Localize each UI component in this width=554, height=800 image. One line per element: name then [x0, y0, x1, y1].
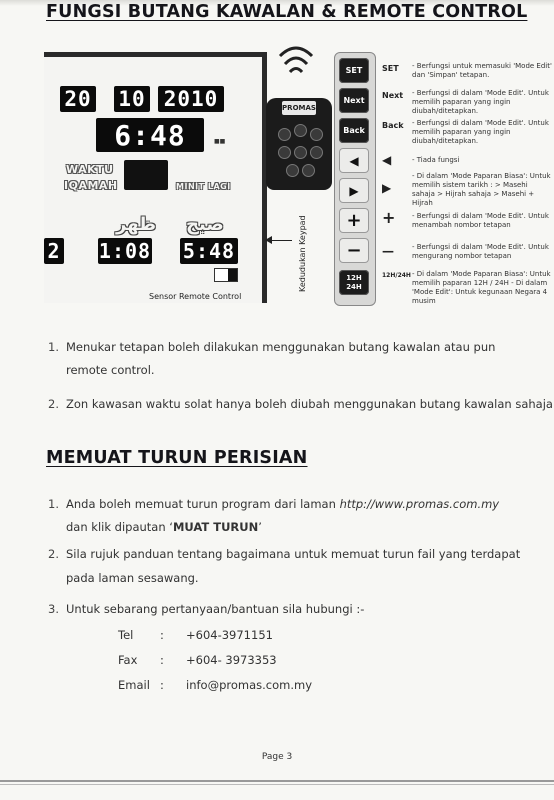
keypad-pointer-arrow-icon — [266, 240, 292, 241]
fax-value: +604- 3973353 — [186, 653, 277, 667]
list-number: 1. — [48, 497, 59, 511]
list-item-text — [66, 496, 499, 513]
zohor-arabic-label: ظهر — [116, 214, 157, 235]
date-year-display: 2010 — [158, 86, 224, 112]
clock-time-display: 6:48 — [96, 118, 204, 152]
remote-button — [278, 128, 291, 141]
remote-sensor — [214, 268, 238, 282]
12h-24h-button: 12H 24H — [339, 270, 369, 295]
sensor-label: Sensor Remote Control — [149, 292, 242, 301]
list-item-text — [66, 519, 262, 536]
next-description: - Berfungsi di dalam 'Mode Edit'. Untuk memilih paparan yang ingin diubah/ditetapkan. — [412, 89, 549, 115]
next-key-label: Next — [382, 91, 404, 100]
back-button: Back — [339, 118, 369, 143]
iqamah-label: IQAMAH — [64, 179, 118, 192]
plus-button: + — [339, 208, 369, 233]
section-heading-memuat: MEMUAT TURUN PERISIAN — [46, 448, 308, 468]
date-day-display: 20 — [60, 86, 96, 112]
remote-button — [294, 146, 307, 159]
section-heading-fungsi: FUNGSI BUTANG KAWALAN & REMOTE CONTROL — [46, 2, 528, 22]
remote-button — [278, 146, 291, 159]
minus-key-icon: — — [382, 244, 394, 258]
wireless-signal-icon — [276, 40, 316, 86]
remote-button — [310, 146, 323, 159]
remote-button — [294, 124, 307, 137]
clock-logo: ■■ — [214, 138, 226, 145]
list-item-text: Zon kawasan waktu solat hanya boleh diubah menggunakan butang kawalan sahaja — [66, 397, 553, 411]
download-intro-text: Anda boleh memuat turun program dari laman — [66, 497, 340, 511]
minus-button: − — [339, 238, 369, 263]
website-link[interactable]: http://www.promas.com.my — [339, 497, 500, 511]
email-label: Email — [118, 678, 150, 692]
set-description: - Berfungsi untuk memasuki 'Mode Edit' dan 'Simpan' tetapan. — [412, 62, 552, 79]
right-arrow-description: - Di dalam 'Mode Paparan Biasa': Untuk memilih sistem tarikh : > Masehi sahaja > Hijrah sahaja > Masehi + Hijrah — [412, 172, 551, 207]
plus-description: - Berfungsi di dalam 'Mode Edit'. Untuk menambah nombor tetapan — [412, 212, 549, 229]
right-arrow-key-icon: ▶ — [382, 181, 392, 195]
list-number: 1. — [48, 340, 59, 354]
subuh-time-display: 5:48 — [180, 238, 238, 264]
12h-24h-key-label: 12H/24H — [382, 272, 411, 279]
muat-turun-emphasis: MUAT TURUN — [172, 520, 259, 534]
bottom-divider — [0, 784, 554, 785]
subuh-arabic-label: صبح — [186, 214, 224, 235]
list-item-text: Sila rujuk panduan tentang bagaimana untuk memuat turun fail yang terdapat — [66, 547, 521, 561]
left-arrow-description: - Tiada fungsi — [412, 156, 460, 164]
colon: : — [160, 653, 164, 667]
tel-value: +604-3971151 — [186, 628, 273, 642]
list-item-text: Menukar tetapan boleh dilakukan menggunakan butang kawalan atau pun — [66, 340, 496, 354]
keypad-position-label: Kedudukan Keypad — [298, 215, 307, 292]
colon: : — [160, 678, 164, 692]
waktu-label: WAKTU — [66, 163, 114, 176]
click-text: dan klik dipautan ‘ — [66, 520, 173, 534]
list-number: 2. — [48, 397, 59, 411]
page-number: Page 3 — [261, 752, 293, 762]
minus-description: - Berfungsi di dalam 'Mode Edit'. Untuk mengurang nombor tetapan — [412, 243, 549, 260]
email-link[interactable]: info@promas.com.my — [186, 678, 313, 692]
date-month-display: 10 — [114, 86, 150, 112]
next-button: Next — [339, 88, 369, 113]
list-item-text: Untuk sebarang pertanyaan/bantuan sila hubungi :- — [66, 602, 365, 616]
plus-key-icon: + — [382, 208, 396, 227]
list-number: 2. — [48, 547, 59, 561]
list-number: 3. — [48, 602, 59, 616]
back-description: - Berfungsi di dalam 'Mode Edit'. Untuk memilih paparan yang ingin diubah/ditetapkan. — [412, 119, 549, 145]
back-key-label: Back — [382, 121, 404, 130]
zone-display: 2 — [44, 238, 64, 264]
left-arrow-button: ◀ — [339, 148, 369, 173]
remote-button — [302, 164, 315, 177]
set-button: SET — [339, 58, 369, 83]
set-key-label: SET — [382, 64, 399, 73]
fax-label: Fax — [118, 653, 138, 667]
minit-lagi-label: MINIT LAGI — [176, 182, 231, 191]
bottom-divider — [0, 780, 554, 782]
12h-24h-description: - Di dalam 'Mode Paparan Biasa': Untuk memilih paparan 12H / 24H - Di dalam 'Mode Edit': Untuk kegunaan Negara 4 musim — [412, 270, 551, 305]
remote-logo: PROMAS — [282, 101, 316, 115]
colon: : — [160, 628, 164, 642]
remote-button — [310, 128, 323, 141]
quote-close: ’ — [258, 520, 262, 534]
left-arrow-key-icon: ◀ — [382, 153, 392, 167]
tel-label: Tel — [118, 628, 134, 642]
right-arrow-button: ▶ — [339, 178, 369, 203]
remote-button — [286, 164, 299, 177]
iqamah-countdown-display — [124, 160, 168, 190]
zohor-time-display: 1:08 — [98, 239, 152, 263]
list-item-text: remote control. — [66, 363, 155, 377]
list-item-text: pada laman sesawang. — [66, 571, 199, 585]
